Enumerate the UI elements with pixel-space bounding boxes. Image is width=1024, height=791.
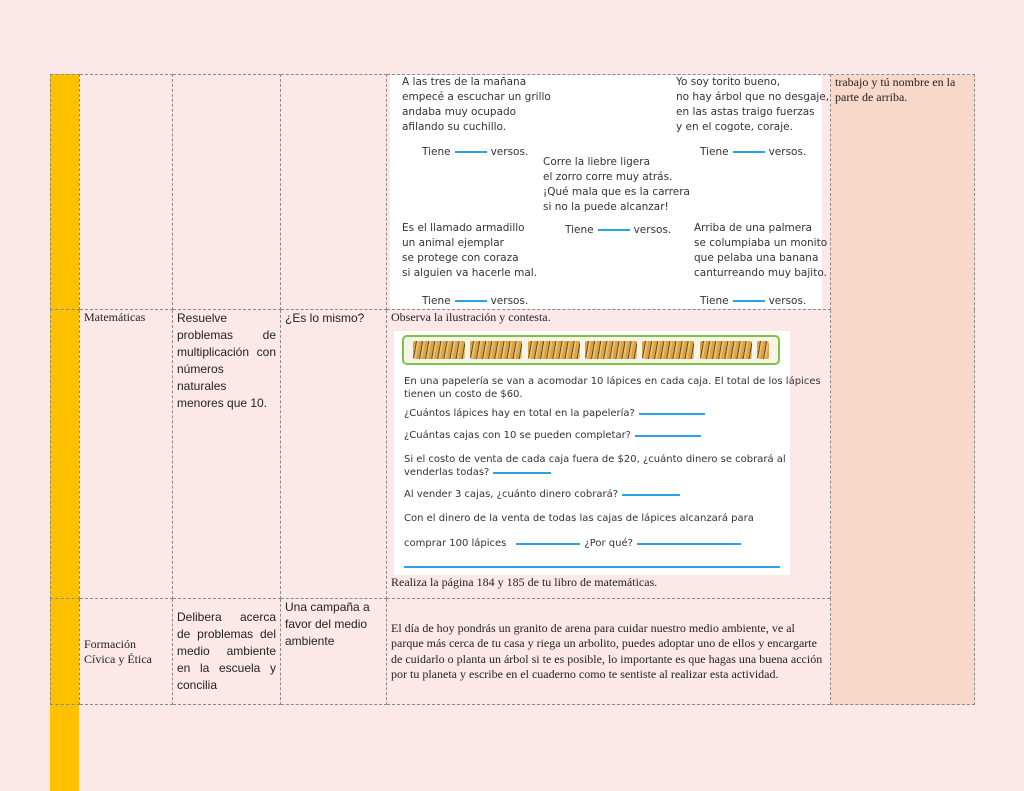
answer-blank[interactable] (455, 300, 487, 302)
answer-line[interactable] (516, 543, 580, 545)
poems-cell (387, 75, 831, 310)
poem-3: Corre la liebre ligera el zorro corre muy atrás. ¡Qué mala que es la carrera si no la puede alcanzar! (543, 156, 690, 213)
question-4: Si el costo de venta de cada caja fuera de $20, ¿cuánto dinero se cobrará al (404, 454, 786, 465)
question-1b: tienen un costo de $60. (404, 389, 523, 400)
activity-intro: Observa la ilustración y contesta. (391, 310, 551, 324)
answer-line[interactable] (493, 472, 551, 474)
notes-column (831, 75, 975, 705)
poems-image (390, 75, 830, 309)
question-3: ¿Cuántas cajas con 10 se pueden completar? (404, 428, 701, 443)
learning-civics: Delibera acerca de problemas del medio ambiente en la escuela y concilia (173, 599, 281, 705)
answer-line[interactable] (622, 494, 680, 496)
question-1: En una papelería se van a acomodar 10 lápices en cada caja. El total de los lápices (404, 376, 821, 387)
lesson-table (50, 74, 975, 705)
verse-count-3: Tiene versos. (565, 224, 672, 236)
question-5: Al vender 3 cajas, ¿cuánto dinero cobrará? (404, 487, 680, 502)
math-image (394, 331, 821, 575)
poem-5: Arriba de una palmera se columpiaba un monito que pelaba una banana canturreando muy bajito. (694, 222, 828, 279)
poem-1: A las tres de la mañana empecé a escuchar un grillo andaba muy ocupado afilando su cuchillo. (402, 76, 551, 133)
pencil-bundle-icon (413, 341, 465, 359)
pencil-icon (757, 341, 769, 359)
topic-civics: Una campaña a favor del medio ambiente (281, 599, 387, 705)
answer-blank[interactable] (598, 229, 630, 231)
subject-math: Matemáticas (80, 310, 173, 599)
question-4b: venderlas todas? (404, 465, 551, 480)
question-6: Con el dinero de la venta de todas las cajas de lápices alcanzará para (404, 513, 754, 524)
activity-footer: Realiza la página 184 y 185 de tu libro de matemáticas. (391, 575, 658, 589)
pencils-illustration (402, 335, 780, 365)
subject-civics: Formación Cívica y Ética (80, 599, 173, 705)
answer-blank[interactable] (733, 300, 765, 302)
activity-math (387, 310, 831, 599)
question-2: ¿Cuántos lápices hay en total en la papelería? (404, 406, 705, 421)
poem-4: Es el llamado armadillo un animal ejemplar se protege con coraza si alguien va hacerle mal. (402, 222, 538, 279)
answer-line[interactable] (635, 435, 701, 437)
answer-line[interactable] (639, 413, 705, 415)
question-7: comprar 100 lápices ¿Por qué? (404, 536, 741, 551)
answer-line[interactable] (404, 566, 780, 568)
verse-count-5: Tiene versos. (700, 295, 807, 307)
right-note: trabajo y tú nombre en la parte de arriba. (835, 75, 956, 104)
verse-count-4: Tiene versos. (422, 295, 529, 307)
learning-math: Resuelve problemas de multiplicación con números naturales menores que 10. (173, 310, 281, 599)
pencil-bundle-icon (700, 341, 752, 359)
answer-blank[interactable] (455, 151, 487, 153)
pencil-bundle-icon (642, 341, 694, 359)
pencil-bundle-icon (585, 341, 637, 359)
table-row (51, 75, 975, 310)
activity-civics: El día de hoy pondrás un granito de arena para cuidar nuestro medio ambiente, ve al parque más cerca de tu casa y riega un arbolito, puedes adoptar uno de ellos y encargarte de cuidarlo o planta un árbol si te es posible, lo importante es que hagas una buena acción por tu planeta y escribe en el cuaderno como te sentiste al realizar esta actividad. (387, 599, 831, 705)
pencil-bundle-icon (470, 341, 522, 359)
answer-line[interactable] (637, 543, 741, 545)
answer-blank[interactable] (733, 151, 765, 153)
topic-math: ¿Es lo mismo? (281, 310, 387, 599)
verse-count-2: Tiene versos. (700, 146, 807, 158)
verse-count-1: Tiene versos. (422, 146, 529, 158)
pencil-bundle-icon (528, 341, 580, 359)
poem-2: Yo soy torito bueno, no hay árbol que no desgaje, en las astas traigo fuerzas y en el cogote, coraje. (676, 76, 830, 133)
